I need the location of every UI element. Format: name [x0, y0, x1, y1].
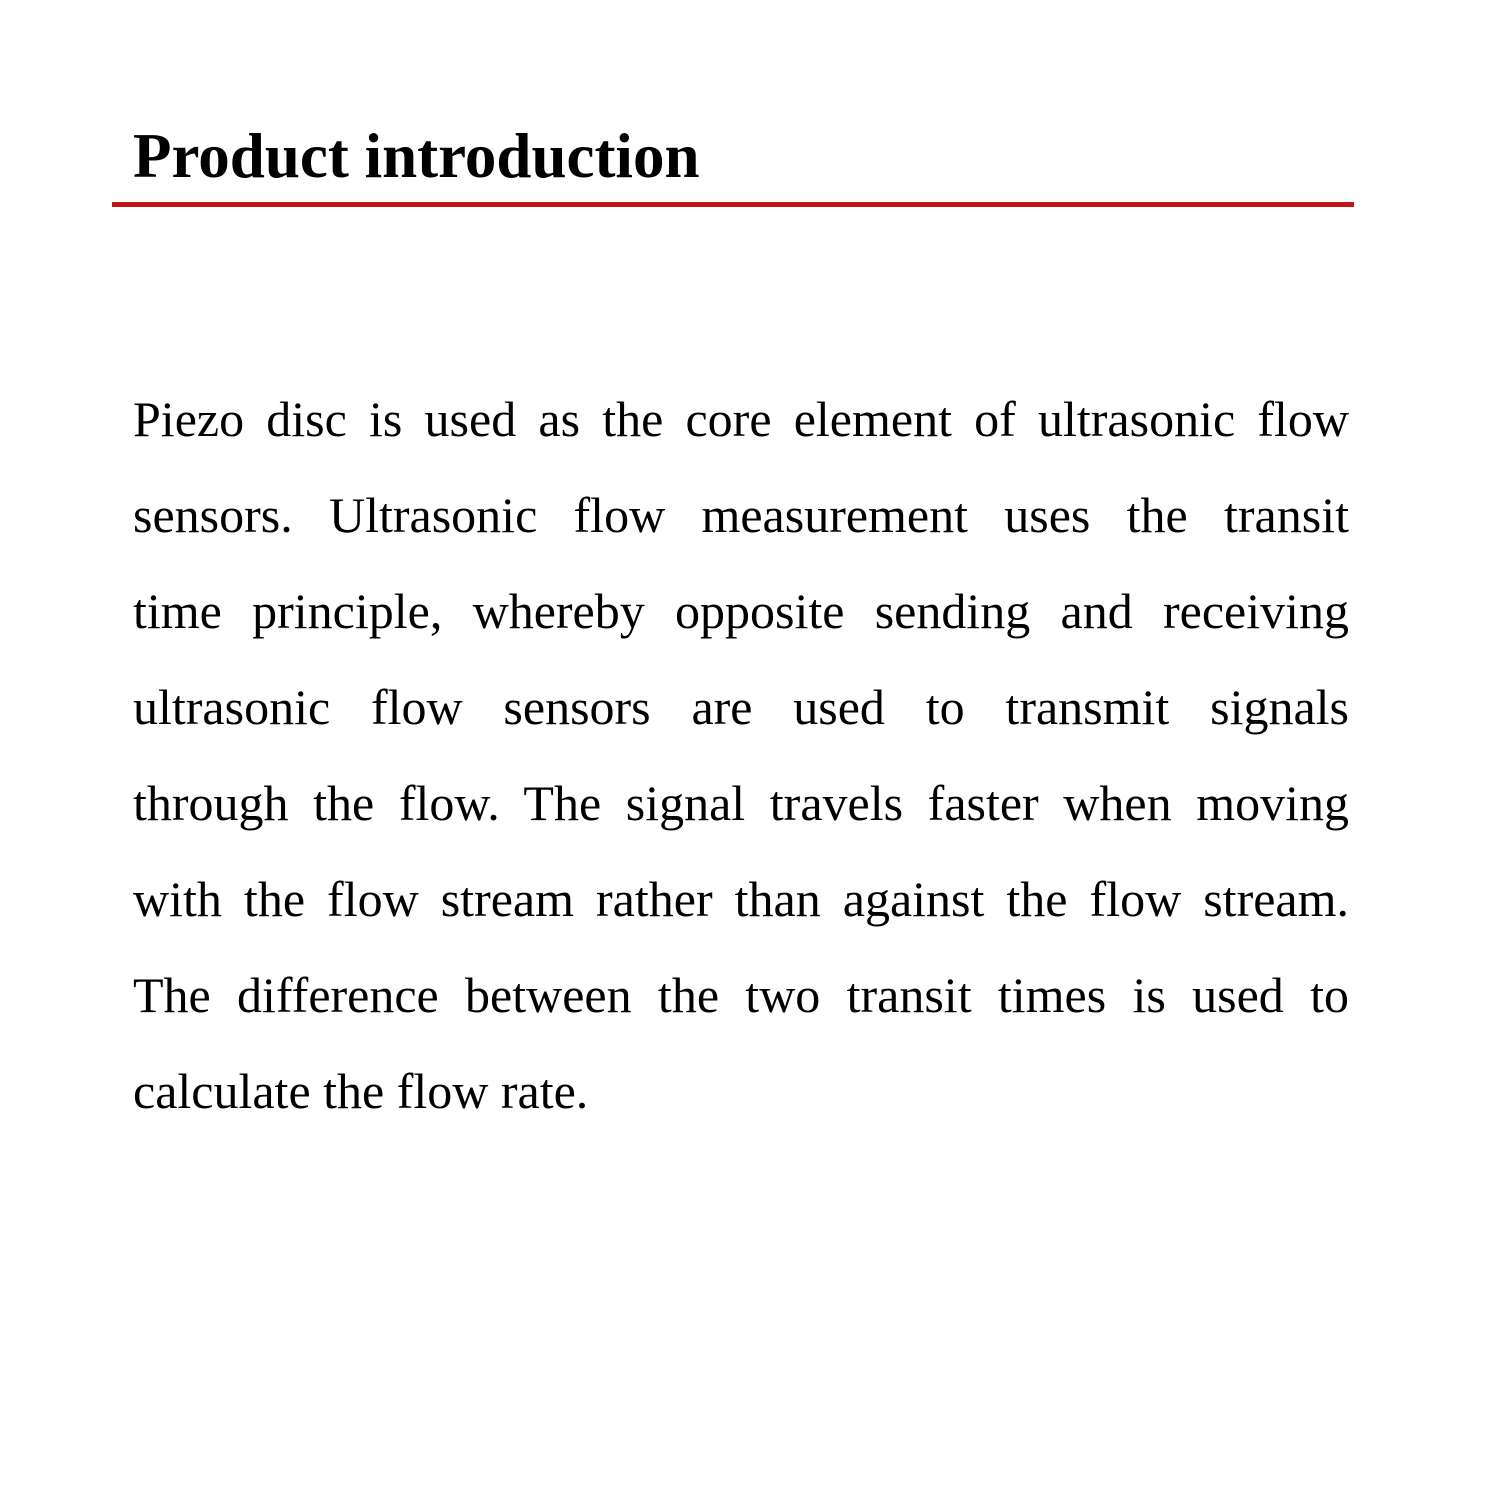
page-title: Product introduction: [133, 121, 700, 191]
paragraph-line: calculate the flow rate.: [133, 1063, 589, 1119]
paragraph-line: The difference between the two transit times is used to: [133, 967, 1349, 1023]
paragraph-line: time principle, whereby opposite sending and receiving: [133, 583, 1349, 639]
paragraph-line: through the flow. The signal travels faster when moving: [133, 775, 1349, 831]
paragraph-line: Piezo disc is used as the core element of ultrasonic flow: [133, 391, 1349, 447]
intro-paragraph: [133, 371, 1349, 1139]
paragraph-line: ultrasonic flow sensors are used to transmit signals: [133, 679, 1349, 735]
title-underline: [112, 202, 1354, 207]
paragraph-line: sensors. Ultrasonic flow measurement uses the transit: [133, 487, 1349, 543]
paragraph-line: with the flow stream rather than against the flow stream.: [133, 871, 1349, 927]
